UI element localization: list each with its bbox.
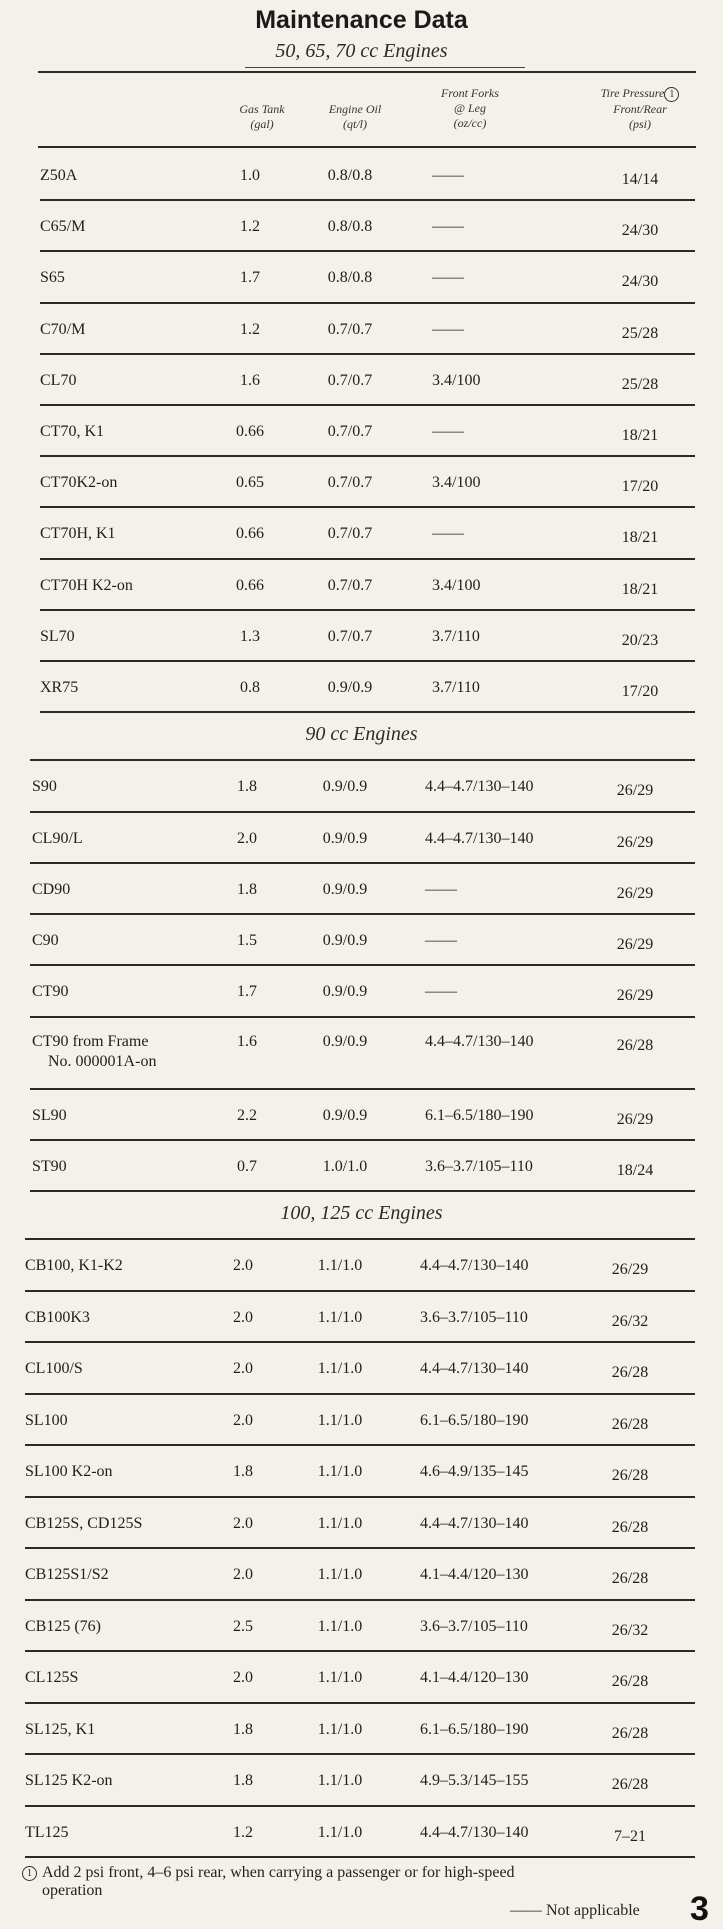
model-name: S90 [32,778,57,796]
engine-oil-value: 0.9/0.9 [322,829,368,847]
title-underline [245,67,525,68]
row-divider [25,1496,695,1498]
row-divider [25,1702,695,1704]
gas-tank-value: 0.66 [236,525,264,543]
engine-oil-value: 0.9/0.9 [322,932,368,950]
row-divider [25,1547,695,1549]
page-title: Maintenance Data [255,6,468,34]
tire-pressure-value: 25/28 [621,324,659,342]
model-name: CT90 from Frame [32,1032,149,1050]
gas-tank-value: 2.0 [233,1566,253,1584]
gas-tank-value: 1.7 [240,269,260,287]
tire-pressure-value: 26/29 [616,936,654,954]
header-fork-line: @ Leg [453,101,487,115]
section-title: 90 cc Engines [305,723,418,746]
header-bottom-rule [38,146,696,148]
tire-pressure-value: 14/14 [621,171,659,188]
row-divider [25,1856,695,1858]
row-divider [40,404,695,406]
model-name: CB125S, CD125S [25,1514,143,1532]
tire-pressure-value: 26/29 [616,884,654,902]
row-divider [25,1444,695,1446]
engine-oil-value: 0.7/0.7 [327,627,373,645]
section-top-rule [30,759,695,761]
front-forks-value: —— [432,269,464,287]
tire-pressure-value: 26/29 [611,1261,649,1279]
gas-tank-value: 1.7 [237,983,257,1001]
model-name: TL125 [25,1823,69,1841]
row-divider [40,302,695,304]
row-divider [30,913,695,915]
header-tire-pressure [580,86,700,132]
row-divider [40,558,695,560]
front-forks-value: 3.6–3.7/105–110 [420,1308,528,1326]
tire-pressure-value: 26/28 [611,1673,649,1691]
gas-tank-value: 2.0 [233,1411,253,1429]
tire-pressure-value: 24/30 [621,222,659,240]
front-forks-value: 4.4–4.7/130–140 [420,1823,529,1841]
row-divider [25,1753,695,1755]
tire-pressure-value: 26/28 [611,1724,649,1742]
gas-tank-value: 1.6 [240,371,260,389]
row-divider [30,811,695,813]
header-fork-line: Front Forks [441,86,499,100]
front-forks-value: —— [425,880,457,898]
gas-tank-value: 1.3 [240,627,260,645]
model-name: CT70H K2-on [40,576,133,594]
model-name: CT70, K1 [40,423,104,440]
gas-tank-value: 1.8 [233,1772,253,1790]
engine-oil-value: 1.1/1.0 [317,1823,363,1841]
row-divider [40,455,695,457]
front-forks-value: 4.4–4.7/130–140 [425,1032,534,1050]
gas-tank-value: 2.2 [237,1106,257,1124]
row-divider [25,1599,695,1601]
row-divider [40,250,695,252]
tire-pressure-value: 26/28 [616,1036,654,1054]
engine-oil-value: 1.1/1.0 [317,1360,363,1378]
engine-oil-value: 0.9/0.9 [322,983,368,1001]
engine-oil-value: 1.1/1.0 [317,1566,363,1584]
header-fork-line: (oz/cc) [453,116,487,130]
footnote-text-continued: operation [42,1882,103,1900]
tire-pressure-value: 18/21 [621,427,659,444]
model-name: C70/M [40,320,86,338]
gas-tank-value: 1.5 [237,932,257,950]
row-divider [40,506,695,508]
engine-oil-value: 0.9/0.9 [322,1032,368,1050]
engine-oil-value: 1.1/1.0 [317,1772,363,1790]
model-name: CL90/L [32,829,83,847]
header-tire-line [580,86,700,102]
engine-oil-value: 0.8/0.8 [327,218,373,236]
front-forks-value: 4.1–4.4/120–130 [420,1566,529,1584]
front-forks-value: —— [432,320,464,338]
gas-tank-value: 0.65 [236,474,264,492]
row-divider [30,1139,695,1141]
front-forks-value: —— [432,423,464,440]
row-divider [25,1805,695,1807]
gas-tank-value: 2.0 [233,1257,253,1275]
model-name: S65 [40,269,65,287]
tire-pressure-value: 26/32 [611,1621,649,1639]
gas-tank-value: 2.0 [233,1360,253,1378]
engine-oil-value: 1.1/1.0 [317,1308,363,1326]
engine-oil-value: 0.8/0.8 [327,269,373,287]
model-name: CB100, K1-K2 [25,1257,123,1275]
model-name: CL70 [40,371,77,389]
footnote-text: Add 2 psi front, 4–6 psi rear, when carrying a passenger or for high-speed [42,1864,515,1882]
engine-oil-value: 1.1/1.0 [317,1257,363,1275]
model-name: Z50A [40,167,78,184]
front-forks-value: 3.4/100 [432,371,481,389]
tire-pressure-value: 25/28 [621,375,659,393]
gas-tank-value: 0.66 [236,423,264,440]
row-divider [40,660,695,662]
model-name: CD90 [32,880,71,898]
model-name: CL100/S [25,1360,83,1378]
model-name-continued: No. 000001A-on [48,1052,157,1070]
engine-oil-value: 1.1/1.0 [317,1720,363,1738]
engine-oil-value: 0.7/0.7 [327,371,373,389]
gas-tank-value: 2.0 [233,1514,253,1532]
engine-oil-value: 0.9/0.9 [322,880,368,898]
tire-pressure-value: 26/28 [611,1364,649,1382]
header-tire-text: Tire Pressure [600,86,665,100]
model-name: SL125 K2-on [25,1772,113,1790]
header-tire-text: (psi) [629,116,651,131]
header-gas-tank [222,102,302,132]
engine-oil-value: 1.1/1.0 [317,1411,363,1429]
engine-oil-value: 0.7/0.7 [327,423,373,440]
front-forks-value: —— [432,525,464,543]
front-forks-value: 4.4–4.7/130–140 [420,1514,529,1532]
front-forks-value: —— [432,167,464,184]
model-name: CL125S [25,1669,79,1687]
model-name: CB125S1/S2 [25,1566,109,1584]
engine-oil-value: 0.9/0.9 [327,679,373,696]
gas-tank-value: 1.8 [237,778,257,796]
tire-pressure-value: 18/21 [621,580,659,598]
engine-oil-value: 0.9/0.9 [322,778,368,796]
front-forks-value: 3.7/110 [432,627,480,645]
gas-tank-value: 1.8 [233,1720,253,1738]
engine-oil-value: 0.9/0.9 [322,1106,368,1124]
gas-tank-value: 1.2 [240,218,260,236]
tire-pressure-value: 26/28 [611,1415,649,1433]
front-forks-value: 4.4–4.7/130–140 [420,1360,529,1378]
front-forks-value: 3.7/110 [432,679,480,696]
gas-tank-value: 2.0 [233,1669,253,1687]
model-name: CT70K2-on [40,474,118,492]
header-tire-line [580,102,700,117]
engine-oil-value: 1.1/1.0 [317,1514,363,1532]
front-forks-value: 6.1–6.5/180–190 [420,1411,529,1429]
front-forks-value: 3.4/100 [432,474,481,492]
front-forks-value: 3.6–3.7/105–110 [425,1158,533,1175]
gas-tank-value: 0.7 [237,1158,257,1175]
model-name: SL100 K2-on [25,1463,113,1481]
header-front-forks [415,86,525,131]
row-divider [25,1341,695,1343]
tire-pressure-value: 26/29 [616,833,654,851]
tire-pressure-value: 20/23 [621,631,659,649]
model-name: ST90 [32,1158,67,1175]
row-divider [40,199,695,201]
engine-oil-value: 1.1/1.0 [317,1463,363,1481]
model-name: CB125 (76) [25,1617,101,1635]
row-divider [30,862,695,864]
engine-oil-value: 0.8/0.8 [327,167,373,184]
model-name: CB100K3 [25,1308,90,1326]
model-name: CT90 [32,983,69,1001]
model-name: C90 [32,932,59,950]
front-forks-value: 4.4–4.7/130–140 [420,1257,529,1275]
engine-oil-value: 0.7/0.7 [327,576,373,594]
front-forks-value: 3.6–3.7/105–110 [420,1617,528,1635]
tire-pressure-value: 26/29 [616,1110,654,1128]
model-name: CT70H, K1 [40,525,116,543]
footnote-marker-icon: 1 [22,1866,37,1881]
gas-tank-value: 2.0 [237,829,257,847]
tire-pressure-value: 26/29 [616,782,654,800]
gas-tank-value: 1.6 [237,1032,257,1050]
tire-pressure-value: 26/29 [616,987,654,1005]
tire-pressure-value: 26/28 [611,1570,649,1588]
row-divider [30,1190,695,1192]
gas-tank-value: 1.2 [240,320,260,338]
model-name: XR75 [40,679,79,696]
front-forks-value: 4.4–4.7/130–140 [425,829,534,847]
row-divider [40,353,695,355]
front-forks-value: 4.6–4.9/135–145 [420,1463,529,1481]
engine-oil-value: 0.7/0.7 [327,525,373,543]
tire-pressure-value: 26/32 [611,1312,649,1330]
section-top-rule [25,1238,695,1240]
front-forks-value: 3.4/100 [432,576,481,594]
front-forks-value: 4.4–4.7/130–140 [425,778,534,796]
row-divider [40,711,695,713]
front-forks-value: —— [432,218,464,236]
header-gas-line: Gas Tank [239,102,285,116]
header-oil-line: Engine Oil [328,102,382,116]
tire-pressure-value: 26/28 [611,1518,649,1536]
engine-oil-value: 1.1/1.0 [317,1669,363,1687]
engine-oil-value: 1.1/1.0 [317,1617,363,1635]
row-divider [25,1290,695,1292]
front-forks-value: —— [425,983,457,1001]
model-name: SL125, K1 [25,1720,96,1738]
front-forks-value: 4.1–4.4/120–130 [420,1669,529,1687]
tire-pressure-value: 7–21 [614,1827,646,1845]
row-divider [30,964,695,966]
engine-oil-value: 0.7/0.7 [327,320,373,338]
row-divider [40,609,695,611]
engine-oil-value: 0.7/0.7 [327,474,373,492]
header-top-rule [38,71,696,73]
front-forks-value: 4.9–5.3/145–155 [420,1772,529,1790]
page-number: 3 [690,1890,709,1928]
model-name: SL70 [40,627,75,645]
header-engine-oil [310,102,400,132]
tire-pressure-value: 17/20 [621,683,659,700]
tire-pressure-value: 26/28 [611,1776,649,1794]
row-divider [25,1393,695,1395]
row-divider [30,1088,695,1090]
row-divider [25,1650,695,1652]
front-forks-value: 6.1–6.5/180–190 [425,1106,534,1124]
front-forks-value: 6.1–6.5/180–190 [420,1720,529,1738]
header-gas-line: (gal) [250,117,274,131]
tire-pressure-value: 18/21 [621,529,659,547]
header-tire-line [580,117,700,132]
engine-oil-value: 1.0/1.0 [322,1158,368,1175]
tire-pressure-value: 18/24 [616,1162,654,1179]
footnote-marker-icon: 1 [664,87,679,102]
header-oil-line: (qt/l) [343,117,367,131]
gas-tank-value: 0.8 [240,679,260,696]
gas-tank-value: 1.8 [233,1463,253,1481]
row-divider [30,1016,695,1018]
tire-pressure-value: 26/28 [611,1467,649,1485]
tire-pressure-value: 17/20 [621,478,659,496]
gas-tank-value: 2.0 [233,1308,253,1326]
model-name: C65/M [40,218,86,236]
model-name: SL100 [25,1411,68,1429]
gas-tank-value: 1.2 [233,1823,253,1841]
gas-tank-value: 2.5 [233,1617,253,1635]
gas-tank-value: 1.0 [240,167,260,184]
tire-pressure-value: 24/30 [621,273,659,291]
section-title: 100, 125 cc Engines [280,1202,443,1225]
gas-tank-value: 0.66 [236,576,264,594]
section-title-small-engines: 50, 65, 70 cc Engines [275,40,448,62]
front-forks-value: —— [425,932,457,950]
not-applicable-legend: —— Not applicable [510,1902,640,1920]
header-tire-text: Front/Rear [613,101,667,116]
model-name: SL90 [32,1106,67,1124]
gas-tank-value: 1.8 [237,880,257,898]
